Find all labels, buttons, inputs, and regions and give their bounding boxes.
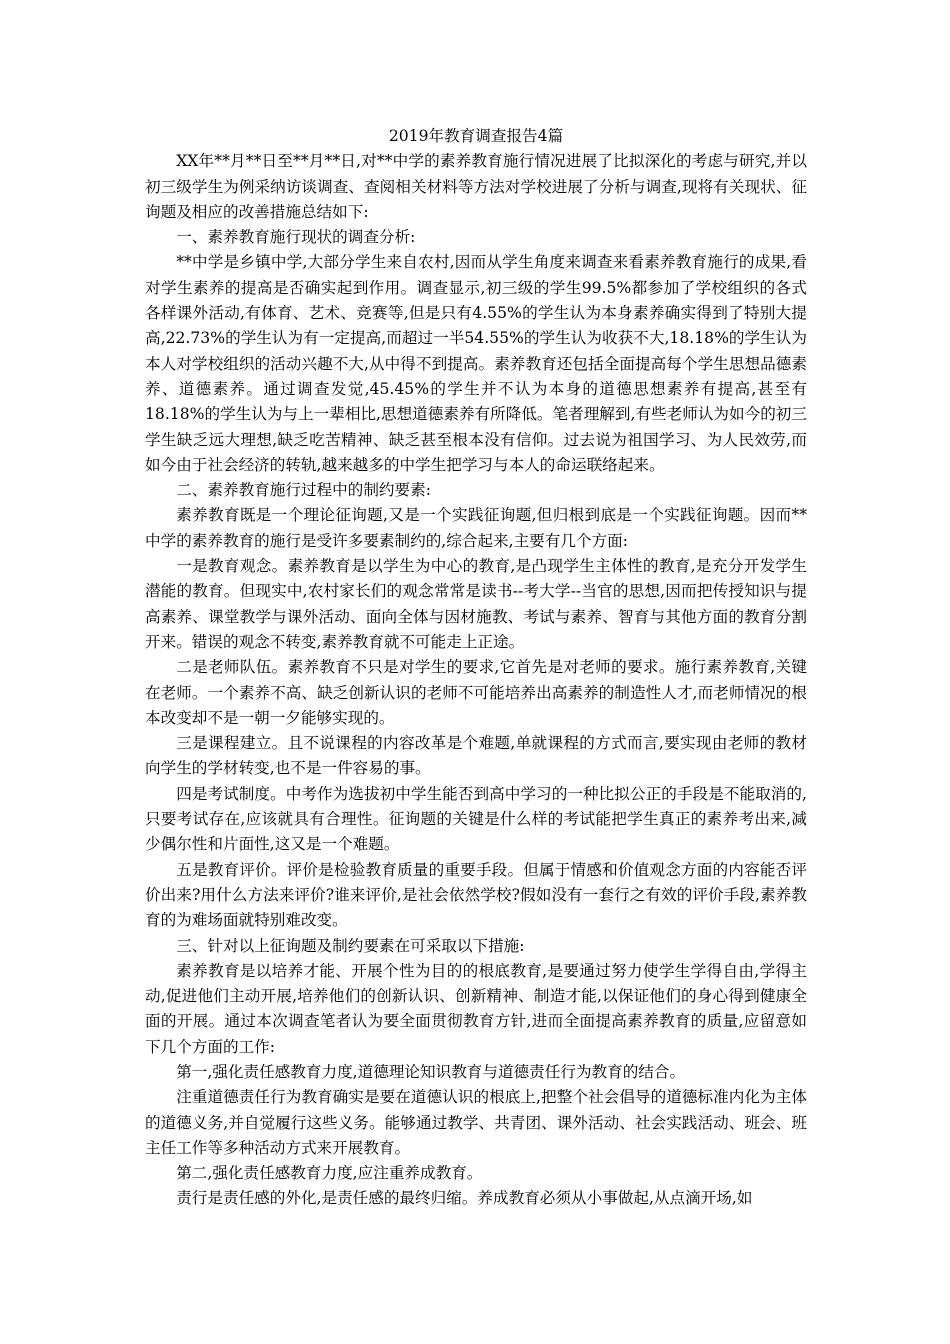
paragraph-education-concept: 一是教育观念。素养教育是以学生为中心的教育,是凸现学生主体性的教育,是充分开发学生潜能的教育。但现实中,农村家长们的观念常常是读书--考大学--当官的思想,因而把传授知识与提高素养、课堂教学与课外活动、面向全体与因材施教、考试与素养、智育与其他方面的教育分割开来。错误的观念不转变,素养教育就不可能走上正途。 (145, 557, 807, 651)
paragraph-measures-overview: 素养教育是以培养才能、开展个性为目的的根底教育,是要通过努力使学生学得自由,学得主动,促进他们主动开展,培养他们的创新认识、创新精神、制造才能,以保证他们的身心得到健康全面的开展。通过本次调查笔者认为要全面贯彻教育方针,进而全面提高素养教育的质量,应留意如下几个方面的工作: (145, 961, 807, 1056)
paragraph-intro: XX年**月**日至**月**日,对**中学的素养教育施行情况进展了比拟深化的考虑与研究,并以初三级学生为例采纳访谈调查、查阅相关材料等方法对学校进展了分析与调查,现将有关现状、征询题及相应的改善措施总结如下: (145, 152, 807, 221)
section-heading-3: 三、针对以上征询题及制约要素在可采取以下措施: (176, 936, 525, 955)
paragraph-measure-1: 第一,强化责任感教育力度,道德理论知识教育与道德责任行为教育的结合。 (176, 1062, 686, 1081)
paragraph-constraints-overview: 素养教育既是一个理论征询题,又是一个实践征询题,但归根到底是一个实践征询题。因而**中学的素养教育的施行是受许多要素制约的,综合起来,主要有几个方面: (145, 506, 807, 550)
paragraph-survey-results: **中学是乡镇中学,大部分学生来自农村,因而从学生角度来调查来看素养教育施行的成果,看对学生素养的提高是否确实起到作用。调查显示,初三级的学生99.5%都参加了学校组织的各式各样课外活动,有体育、艺术、竞赛等,但是只有4.55%的学生认为本身素养确实得到了特别大提高,22.73%的学生认为有一定提高,而超过一半54.55%的学生认为收获不大,18.18%的学生认为本人对学校组织的活动兴趣不大,从中得不到提高。素养教育还包括全面提高每个学生思想品德素养、道德素养。通过调查发觉,45.45%的学生并不认为本身的道德思想素养有提高,甚至有18.18%的学生认为与上一辈相比,思想道德素养有所降低。笔者理解到,有些老师认为如今的初三学生缺乏远大理想,缺乏吃苦精神、缺乏甚至根本没有信仰。过去说为祖国学习、为人民效劳,而如今由于社会经济的转轨,越来越多的中学生把学习与本人的命运联络起来。 (145, 253, 807, 474)
paragraph-curriculum: 三是课程建立。且不说课程的内容改革是个难题,单就课程的方式而言,要实现由老师的教材向学生的学材转变,也不是一件容易的事。 (145, 734, 807, 778)
paragraph-evaluation: 五是教育评价。评价是检验教育质量的重要手段。但属于情感和价值观念方面的内容能否评价出来?用什么方法来评价?谁来评价,是社会依然学校?假如没有一套行之有效的评价手段,素养教育的为难场面就特别难改变。 (145, 860, 807, 930)
document-title: 2019年教育调查报告4篇 (388, 127, 564, 145)
section-heading-1: 一、素养教育施行现状的调查分析: (176, 228, 416, 247)
document-page (145, 124, 807, 1212)
paragraph-teacher-team: 二是老师队伍。素养教育不只是对学生的要求,它首先是对老师的要求。施行素养教育,关键在老师。一个素养不高、缺乏创新认识的老师不可能培养出高素养的制造性人才,而老师情况的根本改变却不是一朝一夕能够实现的。 (145, 658, 807, 727)
paragraph-moral-responsibility: 注重道德责任行为教育确实是要在道德认识的根底上,把整个社会倡导的道德标准内化为主体的道德义务,并自觉履行这些义务。能够通过教学、共青团、课外活动、社会实践活动、班会、班主任工作等多种活动方式来开展教育。 (145, 1088, 807, 1157)
paragraph-measure-2: 第二,强化责任感教育力度,应注重养成教育。 (176, 1164, 483, 1183)
section-heading-2: 二、素养教育施行过程中的制约要素: (176, 481, 431, 500)
paragraph-exam-system: 四是考试制度。中考作为选拔初中学生能否到高中学习的一种比拟公正的手段是不能取消的,只要考试存在,应该就具有合理性。征询题的关键是什么样的考试能把学生真正的素养考出来,减少偶尔性和片面性,这又是一个难题。 (145, 784, 807, 854)
paragraph-habit-education: 责行是责任感的外化,是责任感的最终归缩。养成教育必须从小事做起,从点滴开场,如 (176, 1189, 753, 1208)
